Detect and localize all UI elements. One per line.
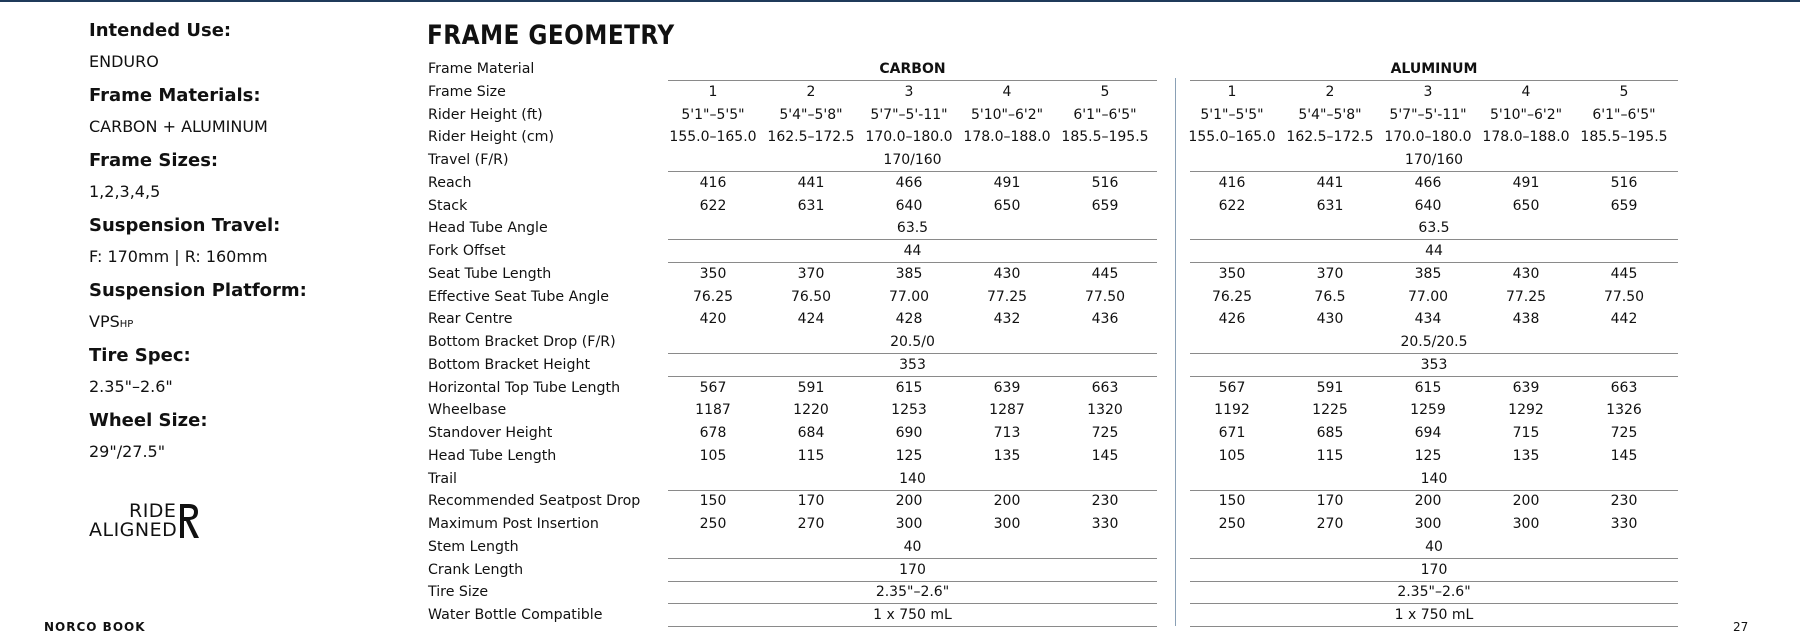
aluminum-all-sizes-text: 353 xyxy=(1416,357,1453,373)
carbon-cell: 639 xyxy=(993,379,1021,396)
aluminum-all-sizes-text: 170/160 xyxy=(1400,152,1468,168)
aluminum-cell: 135 xyxy=(1512,447,1540,464)
geometry-row xyxy=(0,354,1800,377)
aluminum-all-sizes-value xyxy=(1190,604,1678,627)
carbon-all-sizes-value xyxy=(668,581,1157,604)
carbon-cell: 76.25 xyxy=(692,288,734,305)
geometry-row xyxy=(0,422,1800,445)
carbon-cell: 690 xyxy=(895,425,923,441)
row-label: Reach xyxy=(428,174,472,191)
aluminum-cell: 715 xyxy=(1512,425,1540,441)
row-label: Trail xyxy=(428,470,457,487)
aluminum-cell: 77.50 xyxy=(1603,288,1645,305)
row-label: Rear Centre xyxy=(428,311,513,328)
aluminum-cell: 125 xyxy=(1414,447,1442,464)
carbon-cell: 491 xyxy=(993,174,1021,191)
carbon-cell: 5'4"–5'8" xyxy=(779,106,843,123)
aluminum-cell: 1292 xyxy=(1508,402,1544,419)
carbon-cell: 713 xyxy=(993,425,1021,441)
geometry-row xyxy=(0,240,1800,263)
aluminum-all-sizes-value xyxy=(1190,149,1678,172)
carbon-cell: 5'7"–5'-11" xyxy=(870,106,948,123)
aluminum-cell: 145 xyxy=(1610,447,1638,464)
carbon-size-2: 2 xyxy=(806,83,816,100)
aluminum-cell: 426 xyxy=(1218,311,1246,328)
row-label: Maximum Post Insertion xyxy=(428,516,599,532)
aluminum-cell: 639 xyxy=(1512,379,1540,396)
carbon-cell: 1187 xyxy=(695,402,731,419)
carbon-size-1: 1 xyxy=(708,83,718,100)
carbon-cell: 145 xyxy=(1091,447,1119,464)
carbon-all-sizes-text: 140 xyxy=(894,471,931,487)
carbon-cell: 1320 xyxy=(1087,402,1123,419)
geometry-row xyxy=(0,263,1800,286)
carbon-all-sizes-text: 63.5 xyxy=(892,220,933,236)
spec-heading: Suspension Travel: xyxy=(89,215,281,236)
carbon-cell: 370 xyxy=(797,265,825,282)
carbon-all-sizes-text: 170 xyxy=(894,562,931,578)
aluminum-all-sizes-value xyxy=(1190,331,1678,354)
row-label: Fork Offset xyxy=(428,243,506,259)
aluminum-all-sizes-value xyxy=(1190,468,1678,491)
aluminum-size-4: 4 xyxy=(1521,83,1531,100)
aluminum-cell: 385 xyxy=(1414,265,1442,282)
carbon-cell: 5'10"–6'2" xyxy=(970,106,1044,123)
aluminum-all-sizes-text: 44 xyxy=(1420,243,1448,259)
geometry-row xyxy=(0,581,1800,604)
aluminum-cell: 77.25 xyxy=(1505,288,1547,305)
carbon-cell: 105 xyxy=(699,447,727,464)
carbon-all-sizes-text: 2.35"–2.6" xyxy=(871,584,954,600)
geometry-row xyxy=(0,331,1800,354)
carbon-cell: 77.25 xyxy=(986,288,1028,305)
carbon-cell: 200 xyxy=(993,493,1021,510)
aluminum-cell: 250 xyxy=(1218,516,1246,532)
row-label: Standover Height xyxy=(428,425,553,441)
logo-line2: ALIGNED xyxy=(89,519,178,541)
geometry-row xyxy=(0,81,1800,104)
aluminum-cell: 659 xyxy=(1610,197,1638,214)
carbon-cell: 300 xyxy=(993,516,1021,532)
spec-heading: Intended Use: xyxy=(89,20,232,41)
carbon-all-sizes-value xyxy=(668,536,1157,559)
carbon-all-sizes-text: 44 xyxy=(899,243,927,259)
aluminum-cell: 640 xyxy=(1414,197,1442,214)
aluminum-cell: 170.0–180.0 xyxy=(1384,129,1472,146)
carbon-cell: 428 xyxy=(895,311,923,328)
carbon-cell: 678 xyxy=(699,425,727,441)
carbon-cell: 330 xyxy=(1091,516,1119,532)
carbon-cell: 125 xyxy=(895,447,923,464)
geometry-row xyxy=(0,559,1800,582)
geometry-row xyxy=(0,513,1800,536)
aluminum-cell: 416 xyxy=(1218,174,1246,191)
carbon-cell: 170 xyxy=(797,493,825,510)
carbon-cell: 185.5–195.5 xyxy=(1061,129,1149,146)
footer-book-title: NORCO BOOK xyxy=(44,620,146,634)
geometry-row xyxy=(0,58,1800,81)
aluminum-cell: 270 xyxy=(1316,516,1344,532)
row-label: Rider Height (ft) xyxy=(428,106,543,123)
carbon-cell: 650 xyxy=(993,197,1021,214)
carbon-cell: 567 xyxy=(699,379,727,396)
carbon-all-sizes-value xyxy=(668,559,1157,582)
aluminum-size-1: 1 xyxy=(1227,83,1237,100)
carbon-cell: 615 xyxy=(895,379,923,396)
row-label: Water Bottle Compatible xyxy=(428,607,603,623)
aluminum-cell: 430 xyxy=(1512,265,1540,282)
aluminum-cell: 1225 xyxy=(1312,402,1348,419)
geometry-row xyxy=(0,377,1800,400)
row-label: Bottom Bracket Height xyxy=(428,356,591,373)
row-label: Horizontal Top Tube Length xyxy=(428,379,621,396)
aluminum-size-2: 2 xyxy=(1325,83,1335,100)
aluminum-cell: 170 xyxy=(1316,493,1344,510)
carbon-cell: 300 xyxy=(895,516,923,532)
carbon-all-sizes-text: 170/160 xyxy=(878,152,946,168)
carbon-cell: 436 xyxy=(1091,311,1119,328)
geometry-row xyxy=(0,445,1800,468)
spec-heading: Wheel Size: xyxy=(89,410,208,431)
aluminum-cell: 615 xyxy=(1414,379,1442,396)
aluminum-cell: 76.5 xyxy=(1314,288,1346,305)
row-label: Seat Tube Length xyxy=(428,265,552,282)
carbon-cell: 663 xyxy=(1091,379,1119,396)
aluminum-all-sizes-value xyxy=(1190,240,1678,263)
aluminum-cell: 76.25 xyxy=(1211,288,1253,305)
carbon-cell: 1253 xyxy=(891,402,927,419)
spec-heading: Frame Materials: xyxy=(89,85,261,106)
carbon-cell: 250 xyxy=(699,516,727,532)
carbon-cell: 350 xyxy=(699,265,727,282)
aluminum-all-sizes-text: 140 xyxy=(1416,471,1453,487)
spec-value-text: VPS xyxy=(89,312,120,331)
row-label: Rider Height (cm) xyxy=(428,129,554,146)
carbon-all-sizes-value xyxy=(668,354,1157,377)
aluminum-cell: 350 xyxy=(1218,265,1246,282)
carbon-cell: 420 xyxy=(699,311,727,328)
spec-value-text: CARBON + ALUMINUM xyxy=(89,117,268,136)
geometry-row xyxy=(0,490,1800,513)
aluminum-cell: 442 xyxy=(1610,311,1638,328)
geometry-row xyxy=(0,217,1800,240)
aluminum-cell: 5'10"–6'2" xyxy=(1489,106,1563,123)
aluminum-cell: 491 xyxy=(1512,174,1540,191)
spec-heading: Tire Spec: xyxy=(89,345,191,366)
carbon-cell: 432 xyxy=(993,311,1021,328)
aluminum-cell: 591 xyxy=(1316,379,1344,396)
geometry-row xyxy=(0,399,1800,422)
aluminum-cell: 6'1"–6'5" xyxy=(1592,106,1656,123)
carbon-all-sizes-value xyxy=(668,604,1157,627)
carbon-all-sizes-text: 1 x 750 mL xyxy=(868,607,957,623)
aluminum-cell: 694 xyxy=(1414,425,1442,441)
aluminum-cell: 150 xyxy=(1218,493,1246,510)
aluminum-cell: 1192 xyxy=(1214,402,1250,419)
aluminum-all-sizes-value xyxy=(1190,581,1678,604)
aluminum-cell: 5'1"–5'5" xyxy=(1200,106,1264,123)
aluminum-size-3: 3 xyxy=(1423,83,1433,100)
geometry-row xyxy=(0,536,1800,559)
aluminum-cell: 466 xyxy=(1414,174,1442,191)
carbon-all-sizes-value xyxy=(668,468,1157,491)
aluminum-cell: 725 xyxy=(1610,425,1638,441)
carbon-all-sizes-value xyxy=(668,149,1157,172)
carbon-cell: 466 xyxy=(895,174,923,191)
aluminum-cell: 105 xyxy=(1218,447,1246,464)
aluminum-cell: 1259 xyxy=(1410,402,1446,419)
aluminum-cell: 5'7"–5'-11" xyxy=(1389,106,1467,123)
row-label: Wheelbase xyxy=(428,402,507,419)
carbon-cell: 170.0–180.0 xyxy=(865,129,953,146)
aluminum-cell: 330 xyxy=(1610,516,1638,532)
carbon-cell: 725 xyxy=(1091,425,1119,441)
spec-value-text: 2.35"–2.6" xyxy=(89,377,173,396)
aluminum-cell: 650 xyxy=(1512,197,1540,214)
aluminum-cell: 5'4"–5'8" xyxy=(1298,106,1362,123)
geometry-row xyxy=(0,604,1800,634)
carbon-cell: 430 xyxy=(993,265,1021,282)
carbon-all-sizes-value xyxy=(668,331,1157,354)
aluminum-cell: 77.00 xyxy=(1407,288,1449,305)
carbon-cell: 416 xyxy=(699,174,727,191)
aluminum-cell: 671 xyxy=(1218,425,1246,441)
carbon-cell: 1220 xyxy=(793,402,829,419)
row-label: Stem Length xyxy=(428,538,519,555)
carbon-cell: 115 xyxy=(797,447,825,464)
geometry-title: FRAME GEOMETRY xyxy=(427,20,675,51)
row-label: Crank Length xyxy=(428,561,524,578)
aluminum-cell: 434 xyxy=(1414,311,1442,328)
spec-value-text: ENDURO xyxy=(89,52,159,71)
row-label: Head Tube Angle xyxy=(428,220,548,237)
geometry-row xyxy=(0,308,1800,331)
carbon-cell: 270 xyxy=(797,516,825,532)
aluminum-all-sizes-text: 1 x 750 mL xyxy=(1390,607,1479,623)
carbon-all-sizes-text: 40 xyxy=(899,539,927,555)
aluminum-cell: 162.5–172.5 xyxy=(1286,129,1374,146)
carbon-cell: 516 xyxy=(1091,174,1119,191)
aluminum-cell: 178.0–188.0 xyxy=(1482,129,1570,146)
geometry-row xyxy=(0,104,1800,127)
aluminum-all-sizes-text: 40 xyxy=(1420,539,1448,555)
aluminum-size-5: 5 xyxy=(1619,83,1629,100)
carbon-cell: 178.0–188.0 xyxy=(963,129,1051,146)
row-label: Tire Size xyxy=(428,584,489,601)
row-label: Stack xyxy=(428,197,468,214)
row-label: Travel (F/R) xyxy=(428,152,509,168)
carbon-all-sizes-value xyxy=(668,217,1157,240)
carbon-cell: 445 xyxy=(1091,265,1119,282)
aluminum-all-sizes-text: 20.5/20.5 xyxy=(1395,334,1472,350)
aluminum-cell: 445 xyxy=(1610,265,1638,282)
aluminum-cell: 185.5–195.5 xyxy=(1580,129,1668,146)
carbon-cell: 684 xyxy=(797,425,825,441)
aluminum-cell: 200 xyxy=(1512,493,1540,510)
aluminum-cell: 115 xyxy=(1316,447,1344,464)
spec-value-text: F: 170mm | R: 160mm xyxy=(89,247,268,266)
row-label: Head Tube Length xyxy=(428,447,557,464)
aluminum-group-heading: ALUMINUM xyxy=(1390,61,1478,77)
aluminum-cell: 622 xyxy=(1218,197,1246,214)
aluminum-all-sizes-value xyxy=(1190,354,1678,377)
aluminum-cell: 1326 xyxy=(1606,402,1642,419)
carbon-cell: 77.00 xyxy=(888,288,930,305)
aluminum-all-sizes-value xyxy=(1190,536,1678,559)
carbon-cell: 631 xyxy=(797,197,825,214)
spec-heading: Suspension Platform: xyxy=(89,280,307,301)
carbon-cell: 424 xyxy=(797,311,825,328)
row-label: Frame Material xyxy=(428,61,535,77)
top-rule xyxy=(0,0,1800,2)
spec-value-text: 29"/27.5" xyxy=(89,442,166,461)
carbon-cell: 5'1"–5'5" xyxy=(681,106,745,123)
row-label: Recommended Seatpost Drop xyxy=(428,493,641,510)
carbon-all-sizes-text: 20.5/0 xyxy=(885,334,940,350)
carbon-cell: 200 xyxy=(895,493,923,510)
aluminum-cell: 155.0–165.0 xyxy=(1188,129,1276,146)
footer-page-number: 27 xyxy=(1733,620,1749,634)
row-label: Effective Seat Tube Angle xyxy=(428,288,610,305)
spec-value-text: 1,2,3,4,5 xyxy=(89,182,161,201)
carbon-cell: 1287 xyxy=(989,402,1025,419)
carbon-cell: 150 xyxy=(699,493,727,510)
carbon-cell: 591 xyxy=(797,379,825,396)
carbon-cell: 135 xyxy=(993,447,1021,464)
carbon-cell: 230 xyxy=(1091,493,1119,510)
geometry-row xyxy=(0,149,1800,172)
aluminum-cell: 685 xyxy=(1316,425,1344,441)
carbon-cell: 155.0–165.0 xyxy=(669,129,757,146)
spec-heading: Frame Sizes: xyxy=(89,150,219,171)
aluminum-cell: 438 xyxy=(1512,311,1540,328)
aluminum-cell: 370 xyxy=(1316,265,1344,282)
aluminum-all-sizes-value xyxy=(1190,559,1678,582)
geometry-row xyxy=(0,126,1800,149)
aluminum-cell: 230 xyxy=(1610,493,1638,510)
carbon-size-3: 3 xyxy=(904,83,914,100)
carbon-cell: 441 xyxy=(797,174,825,191)
carbon-all-sizes-text: 353 xyxy=(894,357,931,373)
row-label: Bottom Bracket Drop (F/R) xyxy=(428,334,616,350)
carbon-cell: 385 xyxy=(895,265,923,282)
row-label: Frame Size xyxy=(428,83,506,100)
aluminum-cell: 300 xyxy=(1512,516,1540,532)
aluminum-cell: 430 xyxy=(1316,311,1344,328)
geometry-row xyxy=(0,172,1800,195)
carbon-group-heading: CARBON xyxy=(879,61,946,77)
aluminum-all-sizes-text: 63.5 xyxy=(1413,220,1454,236)
carbon-size-5: 5 xyxy=(1100,83,1110,100)
aluminum-cell: 300 xyxy=(1414,516,1442,532)
aluminum-cell: 200 xyxy=(1414,493,1442,510)
carbon-size-4: 4 xyxy=(1002,83,1012,100)
aluminum-all-sizes-text: 2.35"–2.6" xyxy=(1392,584,1475,600)
geometry-row xyxy=(0,286,1800,309)
carbon-cell: 640 xyxy=(895,197,923,214)
aluminum-cell: 663 xyxy=(1610,379,1638,396)
carbon-cell: 77.50 xyxy=(1084,288,1126,305)
logo-line1: RIDE xyxy=(129,500,177,522)
carbon-all-sizes-value xyxy=(668,240,1157,263)
carbon-cell: 622 xyxy=(699,197,727,214)
aluminum-cell: 631 xyxy=(1316,197,1344,214)
aluminum-cell: 567 xyxy=(1218,379,1246,396)
spec-value-subscript: HP xyxy=(119,319,134,330)
carbon-cell: 6'1"–6'5" xyxy=(1073,106,1137,123)
carbon-cell: 162.5–172.5 xyxy=(767,129,855,146)
carbon-cell: 76.50 xyxy=(790,288,832,305)
aluminum-cell: 441 xyxy=(1316,174,1344,191)
aluminum-all-sizes-text: 170 xyxy=(1416,562,1453,578)
geometry-row xyxy=(0,468,1800,491)
aluminum-all-sizes-value xyxy=(1190,217,1678,240)
carbon-cell: 659 xyxy=(1091,197,1119,214)
geometry-row xyxy=(0,195,1800,218)
aluminum-cell: 516 xyxy=(1610,174,1638,191)
